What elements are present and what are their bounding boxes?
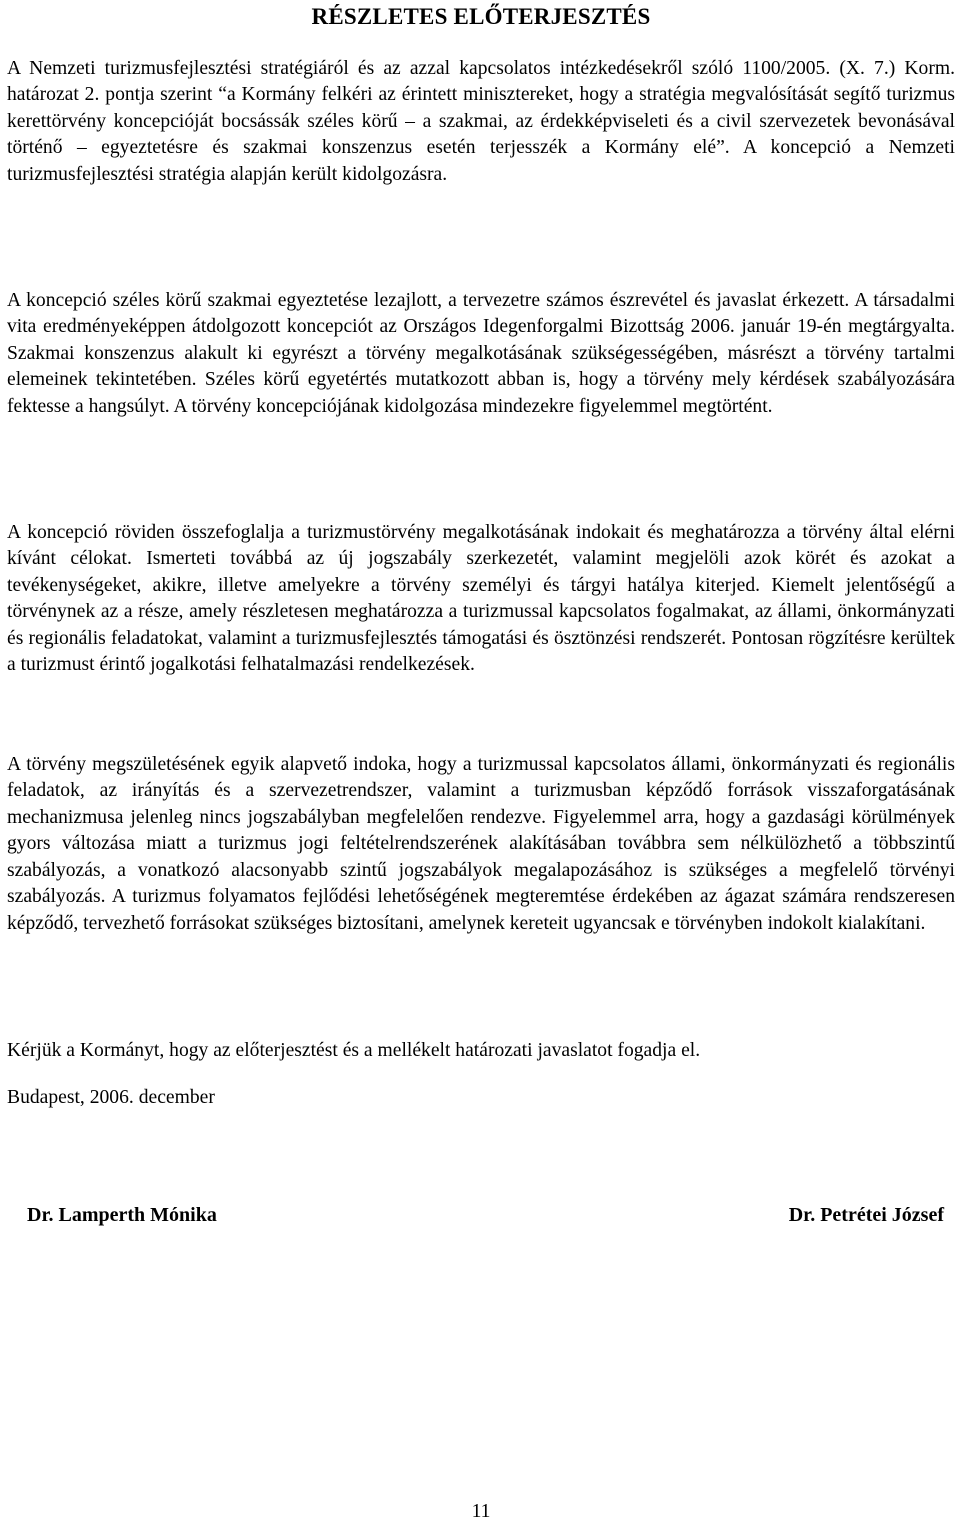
document-title: RÉSZLETES ELŐTERJESZTÉS <box>311 4 651 29</box>
paragraph-summary: A koncepció röviden összefoglalja a turizmustörvény megalkotásának indokait és meghatározza a törvény által elérni kívánt célokat. Ismerteti továbbá az új jogszabály szerkezetét, valamint megjelöli azok körét és azokat a tevékenységeket, akikre, illetve amelyekre a törvény személyi és tárgyi hatálya kiterjed. Kiemelt jelentőségű a törvénynek az a része, amely részletesen meghatározza a turizmussal kapcsolatos fogalmakat, az állami, önkormányzati és regionális feladatokat, valamint a turizmusfejlesztés támogatási és ösztönzési rendszerét. Pontosan rögzítésre kerültek a turizmust érintő jogalkotási felhatalmazási rendelkezések. <box>7 521 955 676</box>
signatory-right: Dr. Petrétei József <box>788 1204 944 1226</box>
paragraph-request: Kérjük a Kormányt, hogy az előterjesztést és a mellékelt határozati javaslatot fogadja el. <box>7 1039 701 1061</box>
paragraph-background: A Nemzeti turizmusfejlesztési stratégiáról és az azzal kapcsolatos intézkedésekről szóló 1100/2005. (X. 7.) Korm. határozat 2. pontja szerint “a Kormány felkéri az érintett minisztereket, hogy a stratégia megvalósítását segítő turizmus kerettörvény koncepcióját bocsássák széles körű – a szakmai, az érdekképviseleti és a civil szervezetek bevonásával történő – egyeztetésre és szakmai konszenzus esetén terjesszék a Kormány elé”. A koncepció a Nemzeti turizmusfejlesztési stratégia alapján került kidolgozásra. <box>7 57 955 185</box>
signatory-left: Dr. Lamperth Mónika <box>27 1204 217 1226</box>
dateline: Budapest, 2006. december <box>7 1087 215 1108</box>
paragraph-justification: A törvény megszületésének egyik alapvető indoka, hogy a turizmussal kapcsolatos állami, önkormányzati és regionális feladatok, az irányítás és a szervezetrendszer, valamint a turizmusban képződő források visszaforgatásának mechanizmusa jelenleg nincs jogszabályban megfelelően rendezve. Figyelemmel arra, hogy a gazdasági körülmények gyors változása miatt a turizmus jogi feltételrendszerének alakításában továbbra sem nélkülözhető a többszintű szabályozás, a vonatkozó alacsonyabb szintű jogszabályok megalapozásához is szükséges a megfelelő törvényi szabályozás. A turizmus folyamatos fejlődési lehetőségének megteremtése érdekében az ágazat számára rendszeresen képződő, tervezhető forrásokat szükséges biztosítani, amelynek kereteit ugyancsak e törvényben indokolt kialakítani. <box>7 753 955 934</box>
paragraph-consultation: A koncepció széles körű szakmai egyeztetése lezajlott, a tervezetre számos észrevétel és javaslat érkezett. A társadalmi vita eredményeképpen átdolgozott koncepciót az Országos Idegenforgalmi Bizottság 2006. január 19-én megtárgyalta. Szakmai konszenzus alakult ki egyrészt a törvény megalkotásának szükségességében, másrészt a törvény tartalmi elemeinek tekintetében. Széles körű egyetértés mutatkozott abban is, hogy a törvény mely kérdések szabályozására fektesse a hangsúlyt. A törvény koncepciójának kidolgozása mindezekre figyelemmel megtörtént. <box>7 289 955 417</box>
page-number: 11 <box>471 1501 491 1522</box>
document-page <box>7 0 955 1525</box>
